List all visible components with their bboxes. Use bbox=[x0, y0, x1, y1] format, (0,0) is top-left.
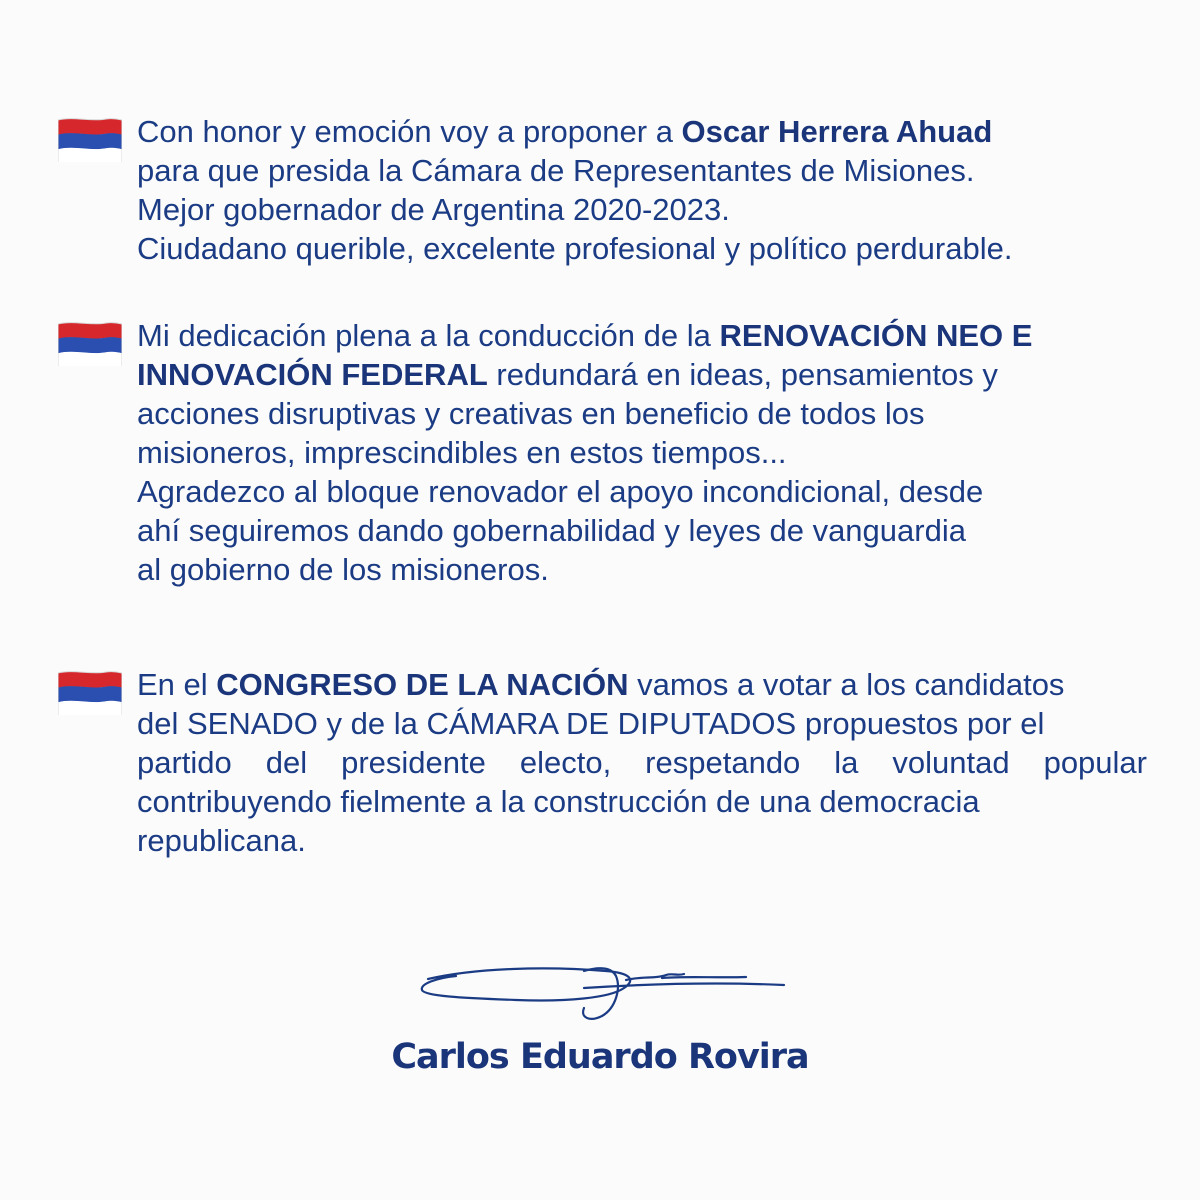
bold-text: RENOVACIÓN NEO E bbox=[719, 318, 1033, 353]
text-segment: misioneros, imprescindibles en estos tiempos... bbox=[137, 435, 787, 470]
text-line bbox=[137, 743, 1147, 782]
text-line bbox=[137, 151, 1147, 190]
text-segment: al gobierno de los misioneros. bbox=[137, 552, 549, 587]
text-line bbox=[137, 316, 1147, 355]
text-segment: contribuyendo fielmente a la construcción de una democracia bbox=[137, 784, 980, 819]
text-segment: para que presida la Cámara de Representantes de Misiones. bbox=[137, 153, 975, 188]
misiones-flag-icon bbox=[58, 322, 122, 366]
bold-text: CONGRESO DE LA NACIÓN bbox=[216, 667, 629, 702]
text-line bbox=[137, 821, 1147, 860]
flag-stripe-bottom bbox=[58, 352, 122, 366]
text-segment: En el bbox=[137, 667, 217, 702]
bold-text: Oscar Herrera Ahuad bbox=[681, 114, 993, 149]
handwritten-signature bbox=[416, 962, 788, 1024]
text-segment: Mi dedicación plena a la conducción de la bbox=[137, 318, 720, 353]
text-line bbox=[137, 782, 1147, 821]
flag-stripe-top bbox=[58, 323, 122, 339]
text-line bbox=[137, 550, 1147, 589]
bold-text: INNOVACIÓN FEDERAL bbox=[137, 357, 488, 392]
text-segment: Mejor gobernador de Argentina 2020-2023. bbox=[137, 192, 730, 227]
text-line bbox=[137, 433, 1147, 472]
text-segment: Ciudadano querible, excelente profesional y político perdurable. bbox=[137, 231, 1013, 266]
text-segment: Agradezco al bloque renovador el apoyo incondicional, desde bbox=[137, 474, 984, 509]
text-segment: del SENADO y de la CÁMARA DE DIPUTADOS propuestos por el bbox=[137, 706, 1045, 741]
text-line bbox=[137, 112, 1147, 151]
flag-stripe-middle bbox=[58, 337, 122, 353]
text-line bbox=[137, 472, 1147, 511]
misiones-flag-icon bbox=[58, 118, 122, 162]
flag-stripe-bottom bbox=[58, 701, 122, 715]
text-segment: acciones disruptivas y creativas en beneficio de todos los bbox=[137, 396, 925, 431]
flag-stripe-top bbox=[58, 672, 122, 688]
misiones-flag-icon bbox=[58, 671, 122, 715]
paragraph-text bbox=[137, 316, 1147, 589]
paragraph-text bbox=[137, 665, 1147, 860]
text-line bbox=[137, 229, 1147, 268]
signature-name: Carlos Eduardo Rovira bbox=[391, 1037, 809, 1077]
flag-stripe-top bbox=[58, 119, 122, 135]
text-segment: vamos a votar a los candidatos bbox=[628, 667, 1065, 702]
text-line bbox=[137, 190, 1147, 229]
text-line bbox=[137, 511, 1147, 550]
text-segment: Con honor y emoción voy a proponer a bbox=[137, 114, 682, 149]
paragraph-text bbox=[137, 112, 1147, 268]
text-line bbox=[137, 355, 1147, 394]
text-segment: ahí seguiremos dando gobernabilidad y leyes de vanguardia bbox=[137, 513, 966, 548]
text-line bbox=[137, 665, 1147, 704]
text-segment: partido del presidente electo, respetando la voluntad popular bbox=[137, 745, 1147, 780]
flag-stripe-bottom bbox=[58, 148, 122, 162]
text-line bbox=[137, 394, 1147, 433]
text-segment: republicana. bbox=[137, 823, 306, 858]
flag-stripe-middle bbox=[58, 686, 122, 702]
flag-stripe-middle bbox=[58, 133, 122, 149]
text-segment: redundará en ideas, pensamientos y bbox=[487, 357, 998, 392]
text-line bbox=[137, 704, 1147, 743]
